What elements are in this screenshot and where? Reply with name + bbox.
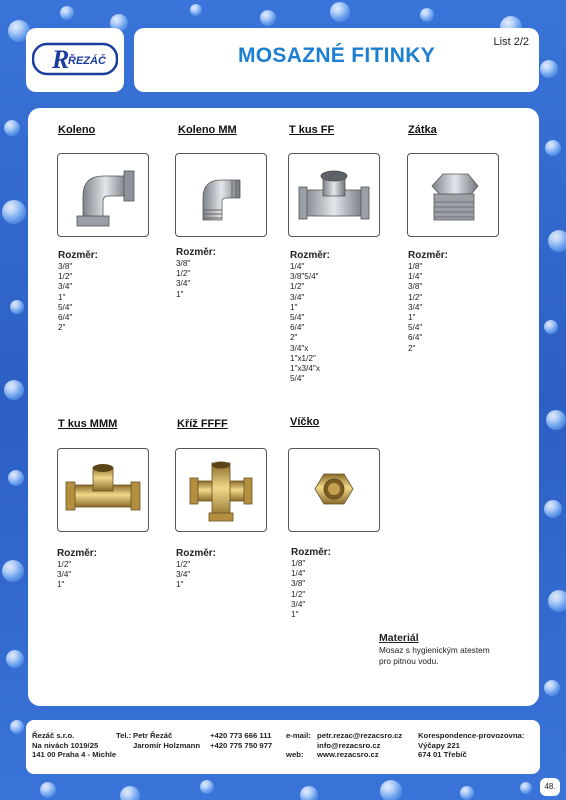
size-list: Rozměr: 1/2" 3/4" 1"	[57, 548, 98, 590]
size-list: Rozměr: 1/4" 3/8"5/4" 1/2" 3/4" 1" 5/4" 6/4" 2" 3/4"x 1"x1/2" 1"x3/4"x 5/4"	[290, 250, 331, 384]
size-list: Rozměr: 3/8" 1/2" 3/4" 1"	[176, 247, 217, 299]
bubble	[420, 8, 434, 22]
product-title: T kus FF	[289, 124, 335, 136]
bubble	[546, 410, 566, 430]
galvanized-tee-image	[288, 153, 380, 237]
phone-numbers: +420 773 666 111 +420 775 750 977	[210, 731, 273, 750]
bubble	[120, 786, 140, 800]
product-title: Zátka	[408, 124, 437, 136]
company-address: Řezáč s.r.o. Na nivách 1019/25 141 00 Praha 4 - Michle	[32, 731, 117, 760]
bubble	[544, 680, 560, 696]
bubble	[548, 230, 566, 252]
page-title: MOSAZNÉ FITINKY	[238, 44, 435, 67]
bubble	[520, 782, 532, 794]
product-title: Koleno	[58, 124, 96, 136]
email-link[interactable]: info@rezacsro.cz	[317, 740, 381, 750]
logo-panel	[26, 28, 124, 92]
bubble	[544, 500, 562, 518]
office-address: Korespondence-provozovna: Výčapy 221 674 01 Třebíč	[418, 731, 525, 760]
bubble	[548, 590, 566, 612]
header-panel	[134, 28, 539, 92]
bubble	[260, 10, 276, 26]
size-list: Rozměr: 1/8" 1/4" 3/8" 1/2" 3/4" 1"	[291, 547, 332, 620]
page-number: 48.	[540, 778, 560, 796]
tel-label: Tel.:	[116, 731, 132, 740]
bubble	[460, 786, 474, 800]
bubble	[200, 780, 214, 794]
material-title: Materiál	[379, 632, 419, 644]
galvanized-plug-image	[407, 153, 499, 237]
brass-cap-image	[288, 448, 380, 532]
bubble	[6, 650, 24, 668]
bubble	[190, 4, 202, 16]
contact-names: Petr Řezáč Jaromír Holzmann	[133, 731, 201, 750]
svg-text:ŘEZÁČ: ŘEZÁČ	[68, 55, 106, 67]
product-title: Kříž FFFF	[177, 418, 228, 430]
material-note: Materiál Mosaz s hygienickým atestem pro pitnou vodu.	[379, 632, 490, 666]
product-title: Koleno MM	[178, 124, 237, 136]
size-list: Rozměr: 1/2" 3/4" 1"	[176, 548, 217, 590]
bubble	[4, 120, 20, 136]
contact-labels: e-mail: web:	[286, 731, 311, 760]
product-title: T kus MMM	[58, 418, 118, 430]
email-link[interactable]: petr.rezac@rezacsro.cz	[317, 731, 403, 740]
bubble	[540, 60, 558, 78]
bubble	[4, 380, 24, 400]
brass-cross-image	[175, 448, 267, 532]
product-title: Víčko	[290, 416, 320, 428]
bubble	[2, 200, 26, 224]
bubble	[380, 780, 402, 800]
galvanized-elbow-mm-image	[175, 153, 267, 237]
bubble	[8, 470, 24, 486]
web-link[interactable]: www.rezacsro.cz	[317, 750, 379, 760]
bubble	[10, 720, 24, 734]
size-list: Rozměr: 1/8" 1/4" 3/8" 1/2" 3/4" 1" 5/4" 6/4" 2"	[408, 250, 449, 353]
bubble	[330, 2, 350, 22]
bubble	[545, 140, 561, 156]
galvanized-elbow-image	[57, 153, 149, 237]
bubble	[40, 782, 56, 798]
bubble	[60, 6, 74, 20]
bubble	[2, 560, 24, 582]
svg-text:R: R	[52, 45, 70, 74]
company-logo	[32, 42, 118, 76]
brass-tee-image	[57, 448, 149, 532]
sheet-number: List 2/2	[493, 36, 529, 48]
bubble	[300, 786, 318, 800]
bubble	[544, 320, 558, 334]
footer	[26, 720, 540, 774]
email-web[interactable]	[317, 731, 402, 760]
bubble	[10, 300, 24, 314]
size-list: Rozměr: 3/8" 1/2" 3/4" 1" 5/4" 6/4" 2"	[58, 250, 99, 333]
